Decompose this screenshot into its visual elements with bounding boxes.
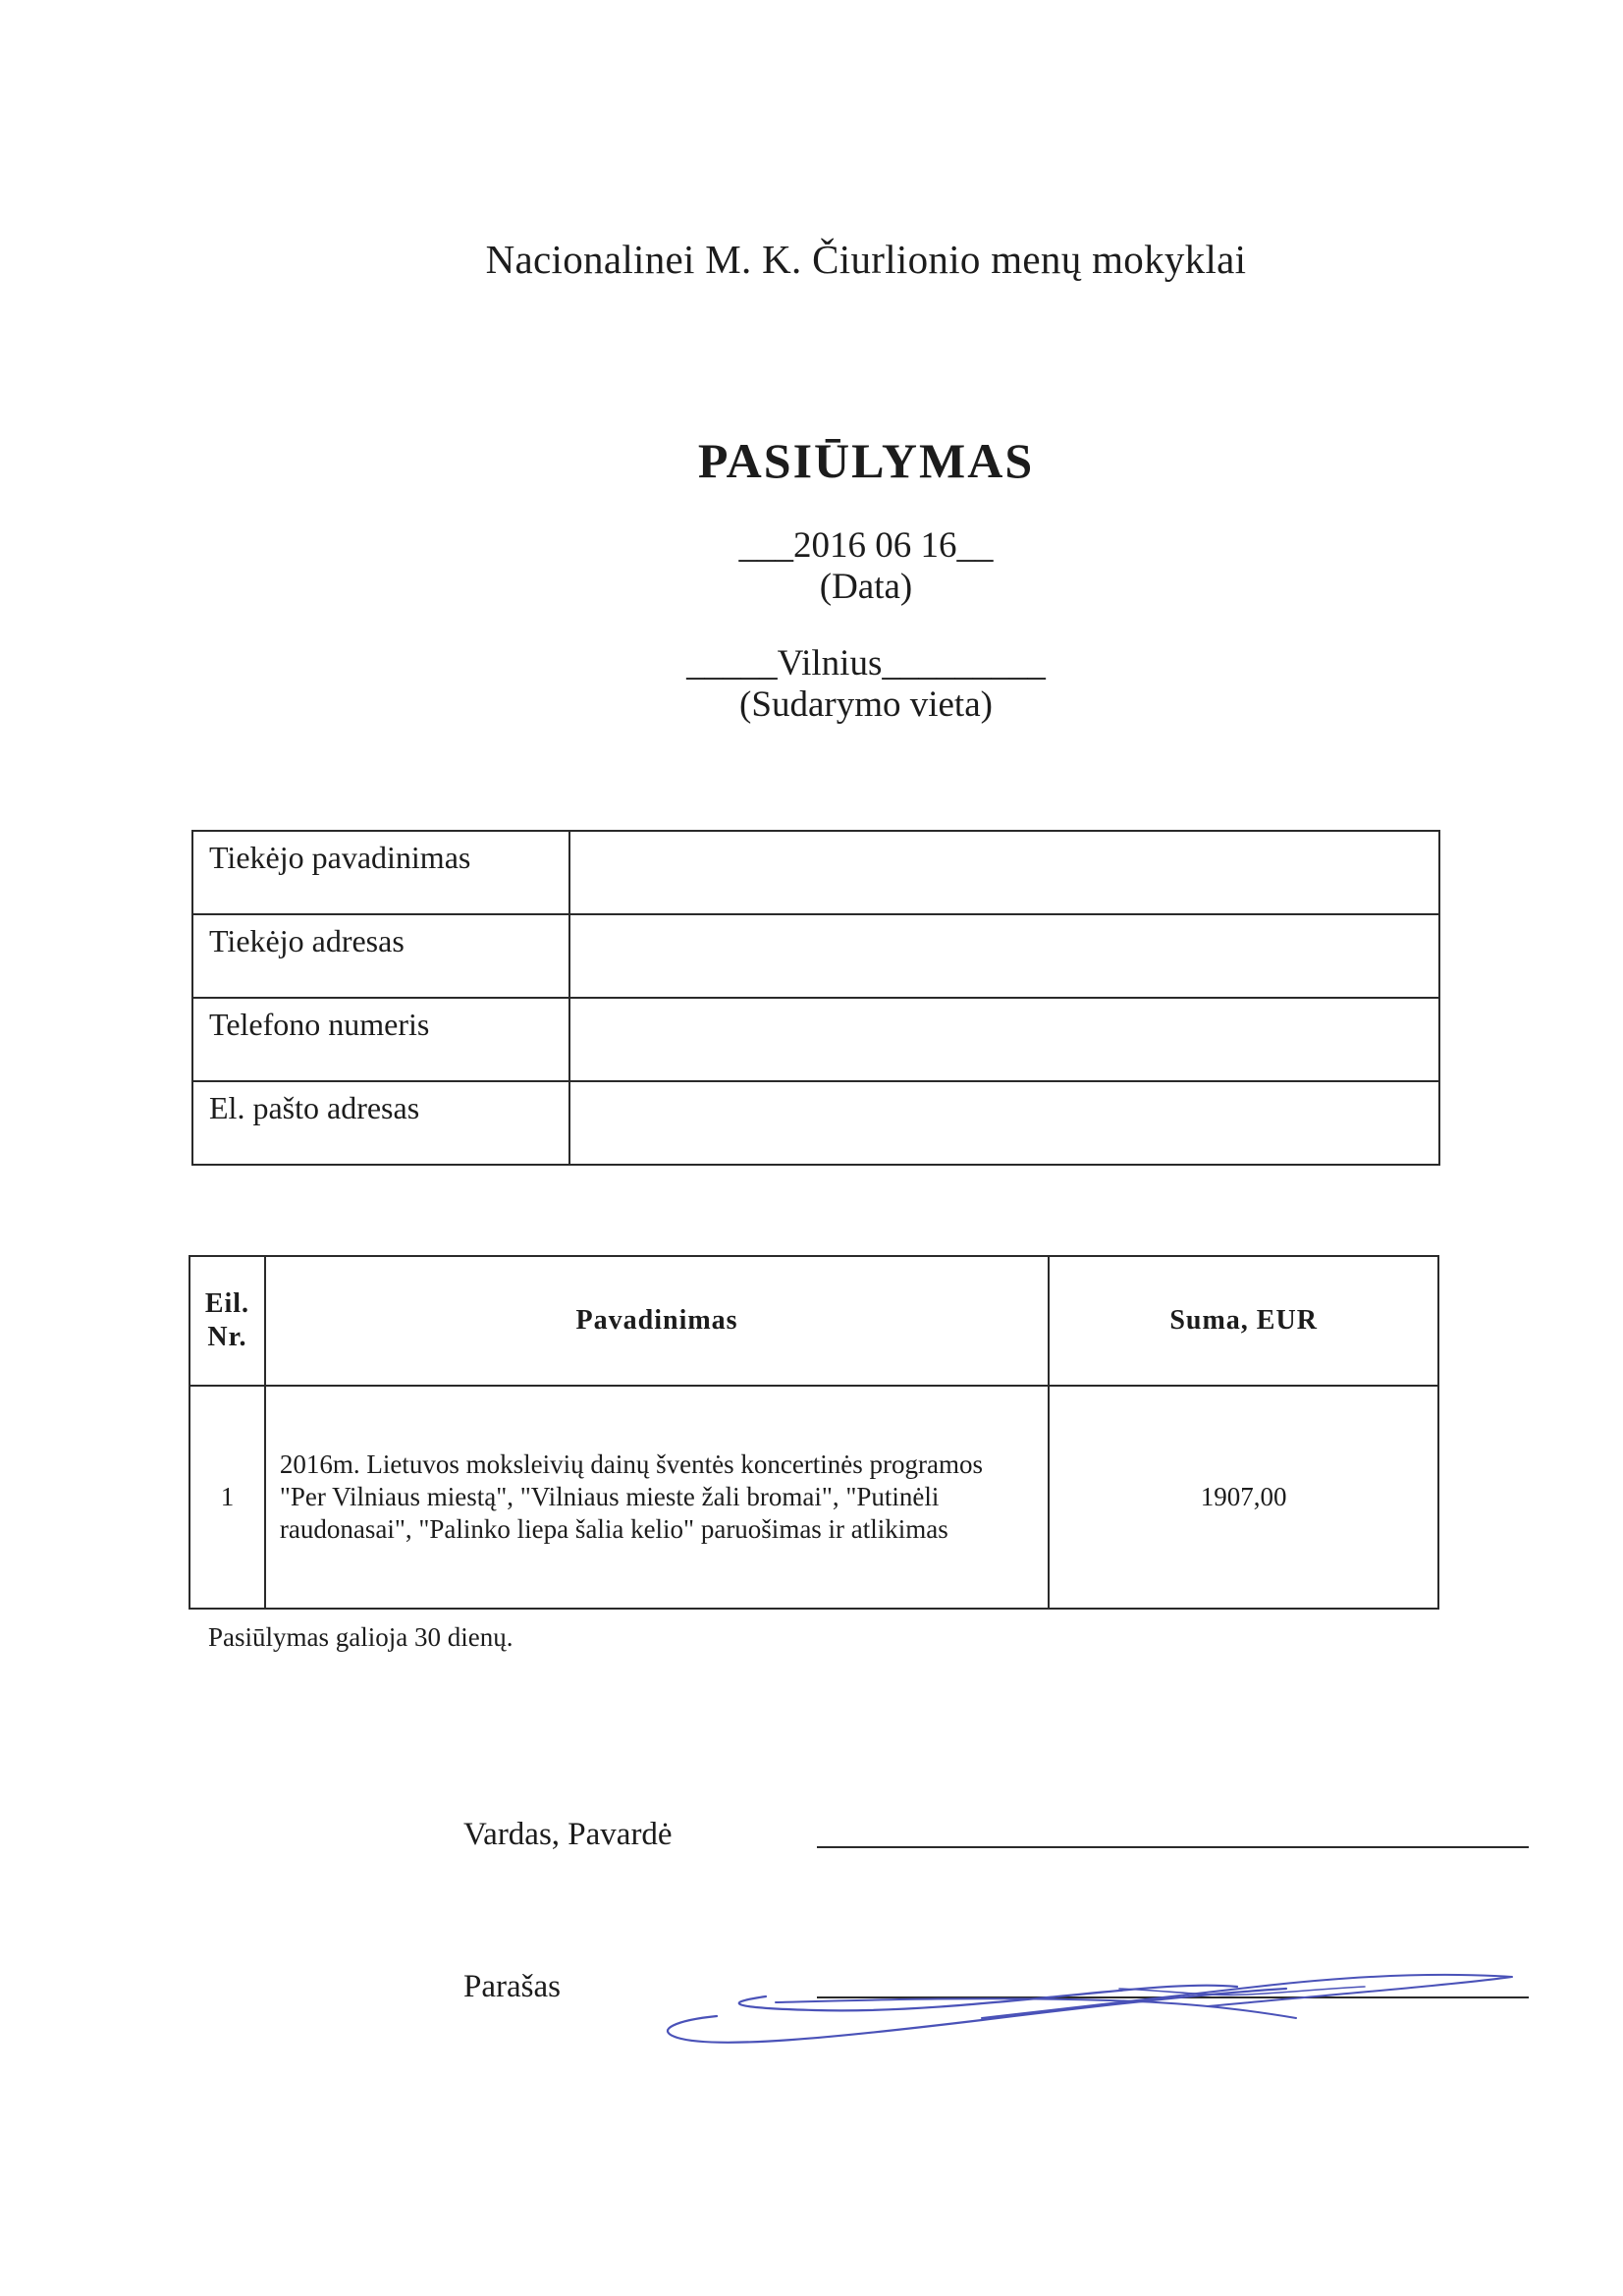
name-label: Vardas, Pavardė xyxy=(463,1817,673,1852)
supplier-row-address xyxy=(192,914,1439,998)
handwritten-signature xyxy=(658,1959,1532,2067)
supplier-label: Telefono numeris xyxy=(192,998,569,1081)
place-prefix: _____ xyxy=(686,643,778,683)
date-caption: (Data) xyxy=(819,567,913,607)
header-sum: Suma, EUR xyxy=(1049,1256,1438,1386)
supplier-label: Tiekėjo adresas xyxy=(192,914,569,998)
supplier-label: El. pašto adresas xyxy=(192,1081,569,1165)
item-nr: 1 xyxy=(189,1386,265,1609)
document-title: PASIŪLYMAS xyxy=(697,433,1035,488)
header-nr-line1: Eil. xyxy=(204,1288,250,1319)
supplier-row-email xyxy=(192,1081,1439,1165)
item-name: 2016m. Lietuvos moksleivių dainų šventės koncertinės programos "Per Vilniaus miestą", "Vilniaus mieste žali bromai", "Putinėli raudonasai", "Palinko liepa šalia kelio" paruošimas ir atlikimas xyxy=(265,1386,1049,1609)
recipient-line: Nacionalinei M. K. Čiurlionio menų mokyklai xyxy=(485,237,1247,282)
header-name: Pavadinimas xyxy=(265,1256,1049,1386)
place-block xyxy=(0,643,1623,726)
item-sum: 1907,00 xyxy=(1049,1386,1438,1609)
name-line xyxy=(817,1846,1529,1848)
date-value: 2016 06 16 xyxy=(793,525,957,566)
date-prefix: ___ xyxy=(738,525,793,566)
table-row xyxy=(189,1386,1438,1609)
header-nr xyxy=(189,1256,265,1386)
supplier-value xyxy=(569,998,1439,1081)
header-nr-line2: Nr. xyxy=(207,1322,247,1352)
date-suffix: __ xyxy=(956,525,994,566)
validity-note: Pasiūlymas galioja 30 dienų. xyxy=(208,1622,514,1652)
date-field xyxy=(0,525,1623,567)
date-block xyxy=(0,525,1623,608)
place-field xyxy=(0,643,1623,684)
place-caption: (Sudarymo vieta) xyxy=(739,684,993,725)
place-suffix: _________ xyxy=(882,643,1046,683)
supplier-row-name xyxy=(192,831,1439,914)
signature-label: Parašas xyxy=(463,1969,561,2004)
supplier-value xyxy=(569,1081,1439,1165)
items-header-row xyxy=(189,1256,1438,1386)
supplier-info-table xyxy=(191,830,1440,1166)
place-value: Vilnius xyxy=(777,643,883,683)
supplier-label: Tiekėjo pavadinimas xyxy=(192,831,569,914)
supplier-value xyxy=(569,914,1439,998)
supplier-value xyxy=(569,831,1439,914)
items-table xyxy=(189,1255,1439,1610)
supplier-row-phone xyxy=(192,998,1439,1081)
